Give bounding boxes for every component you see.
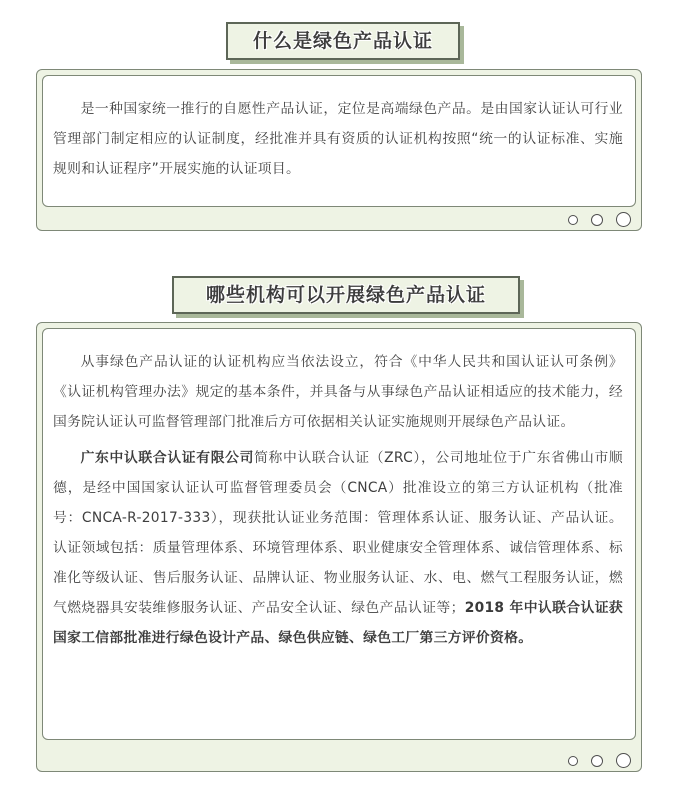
institution-requirements-paragraph: 从事绿色产品认证的认证机构应当依法设立，符合《中华人民共和国认证认可条例》《认证机构管理办法》规定的基本条件，并具备与从事绿色产品认证相适应的技术能力，经国务院认证认可监督管理部门批准后方可依据相关认证实施规则开展绿色产品认证。 [53,354,623,430]
section-title-which-institutions: 哪些机构可以开展绿色产品认证 [172,276,520,314]
circle-icon [591,214,603,226]
section-frame-definition [36,69,642,231]
decorative-dots [568,212,631,227]
qualification-highlight: 2018 年中认联合认证获国家工信部批准进行绿色设计产品、绿色供应链、绿色工厂第三方评价资格。 [53,600,623,646]
content-card-institutions [42,328,636,740]
company-introduction-paragraph [53,443,623,653]
circle-icon [616,753,631,768]
circle-icon [591,755,603,767]
circle-icon [568,215,578,225]
decorative-dots [568,753,631,768]
company-description: 简称中认联合认证（ZRC），公司地址位于广东省佛山市顺德，是经中国国家认证认可监督管理委员会（CNCA）批准设立的第三方认证机构（批准号：CNCA-R-2017-333），现获批认证业务范围：管理体系认证、服务认证、产品认证。认证领域包括：质量管理体系、环境管理体系、职业健康安全管理体系、诚信管理体系、标准化等级认证、售后服务认证、品牌认证、物业服务认证、水、电、燃气工程服务认证，燃气燃烧器具安装维修服务认证、产品安全认证、绿色产品认证等； [53,450,624,616]
definition-paragraph: 是一种国家统一推行的自愿性产品认证，定位是高端绿色产品。是由国家认证认可行业管理部门制定相应的认证制度，经批准并具有资质的认证机构按照“统一的认证标准、实施规则和认证程序”开展实施的认证项目。 [53,101,623,177]
company-name: 广东中认联合认证有限公司 [80,450,255,466]
circle-icon [616,212,631,227]
content-card-definition [42,75,636,207]
section-title-what-is-green-certification: 什么是绿色产品认证 [226,22,460,60]
section-frame-institutions [36,322,642,772]
circle-icon [568,756,578,766]
